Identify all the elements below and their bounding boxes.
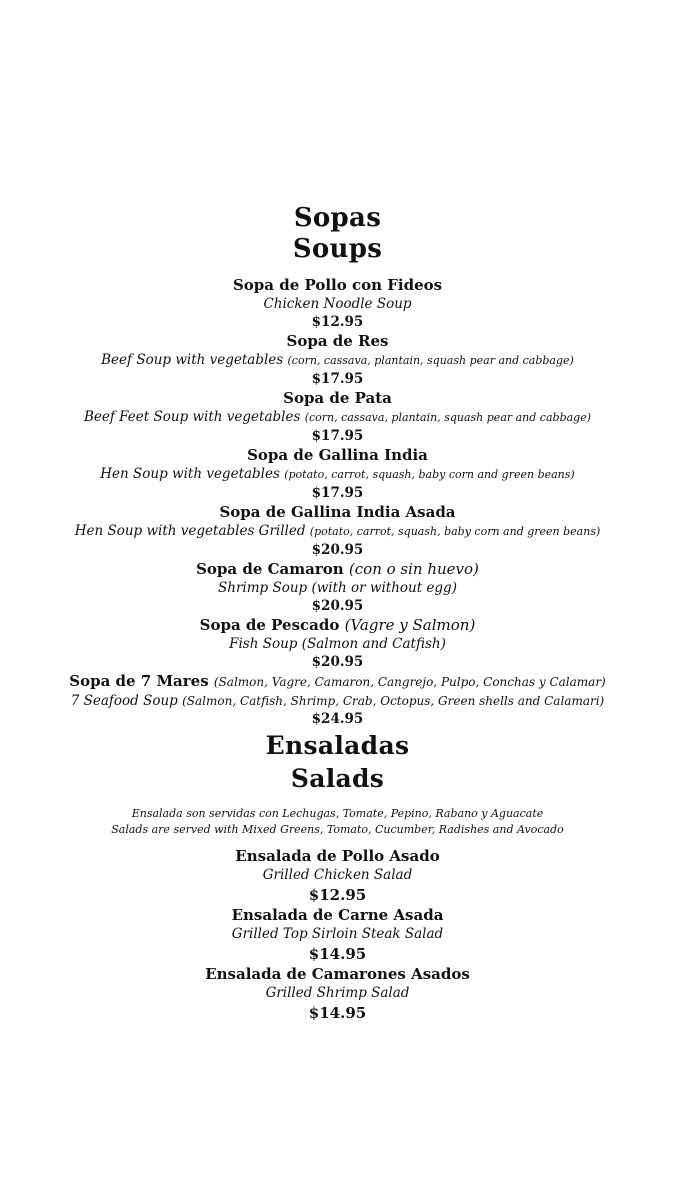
salad-item (0, 846, 675, 905)
soup-item (0, 388, 675, 445)
soup-name: Sopa de Pata (283, 389, 392, 407)
soup-name: Sopa de Gallina India Asada (219, 503, 456, 521)
soup-name: Sopa de Res (286, 332, 389, 350)
soup-description: Beef Soup with vegetables (corn, cassava, plantain, squash pear and cabbage) (101, 352, 574, 368)
salad-description: Grilled Shrimp Salad (265, 985, 410, 1001)
soup-price: $17.95 (311, 428, 364, 444)
soup-ingredients: (corn, cassava, plantain, squash pear and cabbage) (287, 354, 574, 367)
soups-title-spanish: Sopas (293, 203, 382, 233)
salad-item (0, 964, 675, 1023)
soup-name-note: (con o sin huevo) (348, 560, 479, 578)
soup-item (0, 275, 675, 331)
soup-description: Fish Soup (Salmon and Catfish) (229, 636, 446, 652)
soup-ingredients: (Salmon, Catfish, Shrimp, Crab, Octopus, Green shells and Calamari) (182, 694, 605, 708)
salad-price: $12.95 (308, 886, 367, 904)
soup-name: Sopa de Gallina India (247, 446, 428, 464)
salad-price: $14.95 (308, 945, 367, 963)
soup-price: $20.95 (311, 598, 364, 614)
salads-title-english: Salads (290, 764, 385, 793)
salads-intro (0, 806, 675, 838)
salads-title-spanish: Ensaladas (265, 731, 410, 760)
soup-name: Sopa de Pescado (Vagre y Salmon) (199, 616, 476, 634)
soup-price: $20.95 (311, 654, 364, 670)
soup-description: Hen Soup with vegetables Grilled (potato, carrot, squash, baby corn and green beans) (74, 523, 601, 539)
soup-name-note: (Vagre y Salmon) (344, 616, 476, 634)
soup-price: $24.95 (311, 711, 364, 727)
salads-intro-english: Salads are served with Mixed Greens, Tomato, Cucumber, Radishes and Avocado (111, 823, 564, 836)
salad-item (0, 905, 675, 964)
salad-description: Grilled Top Sirloin Steak Salad (231, 926, 444, 942)
salad-name: Ensalada de Pollo Asado (235, 847, 440, 865)
soup-item (0, 671, 675, 728)
soup-price: $20.95 (311, 542, 364, 558)
salad-description: Grilled Chicken Salad (262, 867, 413, 883)
soup-item (0, 559, 675, 615)
soups-title-english: Soups (292, 234, 383, 264)
salads-intro-spanish: Ensalada son servidas con Lechugas, Tomate, Pepino, Rabano y Aguacate (131, 807, 544, 820)
soups-section (0, 203, 675, 728)
soup-item (0, 331, 675, 388)
soup-item (0, 615, 675, 671)
soup-name: Sopa de Pollo con Fideos (232, 276, 443, 294)
salad-price: $14.95 (308, 1004, 367, 1022)
soup-ingredients: (potato, carrot, squash, baby corn and green beans) (284, 468, 575, 481)
soup-price: $17.95 (311, 371, 364, 387)
soup-description: 7 Seafood Soup (Salmon, Catfish, Shrimp, Crab, Octopus, Green shells and Calamari) (70, 693, 605, 709)
soup-item (0, 502, 675, 559)
soup-price: $12.95 (311, 314, 364, 330)
soup-name-note: (Salmon, Vagre, Camaron, Cangrejo, Pulpo, Conchas y Calamar) (213, 675, 606, 689)
soup-ingredients: (potato, carrot, squash, baby corn and green beans) (309, 525, 601, 538)
salad-name: Ensalada de Camarones Asados (205, 965, 470, 983)
soup-name: Sopa de Camaron (con o sin huevo) (196, 560, 479, 578)
soup-name: Sopa de 7 Mares (Salmon, Vagre, Camaron, Cangrejo, Pulpo, Conchas y Calamar) (69, 672, 606, 690)
soup-ingredients: (corn, cassava, plantain, squash pear and cabbage) (304, 411, 592, 424)
salads-section (0, 729, 675, 1023)
soup-item (0, 445, 675, 502)
soup-price: $17.95 (311, 485, 364, 501)
soup-description: Shrimp Soup (with or without egg) (218, 580, 457, 596)
soup-description: Hen Soup with vegetables (potato, carrot, squash, baby corn and green beans) (100, 466, 575, 482)
soup-description: Chicken Noodle Soup (263, 296, 412, 312)
salad-name: Ensalada de Carne Asada (231, 906, 444, 924)
soup-description: Beef Feet Soup with vegetables (corn, cassava, plantain, squash pear and cabbage) (83, 409, 592, 425)
